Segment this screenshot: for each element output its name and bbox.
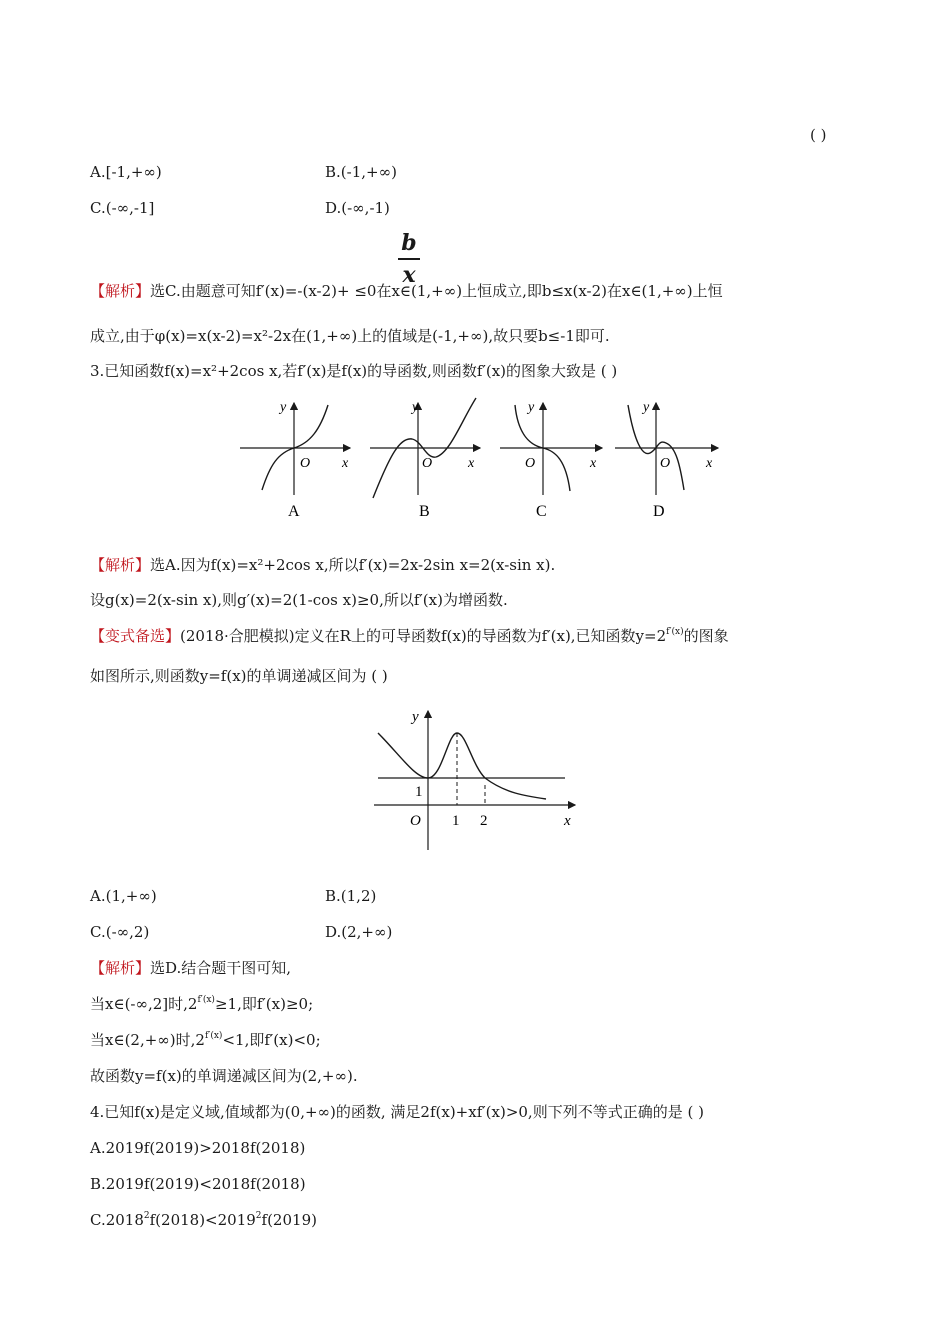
graph-label: A [288, 503, 300, 520]
axis-label-y: y [528, 400, 535, 415]
graph-a [240, 400, 350, 520]
axis-label-y: y [412, 709, 419, 725]
analysis-line: 故函数y=f(x)的单调递减区间为(2,+∞). [90, 1067, 358, 1085]
question-stem: 4.已知f(x)是定义域,值域都为(0,+∞)的函数, 满足2f(x)+xf′(x)>0,则下列不等式正确的是 ( ) [90, 1103, 704, 1121]
answer-paren: ( ) [810, 126, 827, 144]
origin-label: O [410, 813, 421, 829]
analysis-line: 【解析】选D.结合题干图可知, [90, 959, 292, 977]
variant-stem: 【变式备选】(2018·合肥模拟)定义在R上的可导函数f(x)的导函数为f′(x),已知函数$y=2^{f'(x)}$的图象 [90, 627, 729, 645]
analysis-tag: 【解析】 [90, 959, 151, 977]
option-b: B.2019f(2019)<2018f(2018) [90, 1175, 306, 1193]
option-d: D.(2,+∞) [325, 923, 393, 941]
analysis-line: 成立,由于φ(x)=x(x-2)=x²-2x在(1,+∞)上的值域是(-1,+∞),故只要b≤-1即可. [90, 327, 610, 345]
axis-label-y: y [280, 400, 287, 415]
option-a: A.2019f(2019)>2018f(2018) [90, 1139, 306, 1157]
graph-c [500, 400, 602, 520]
axis-label-y: y [643, 400, 650, 415]
tick-label-y-1: 1 [415, 784, 423, 800]
analysis-line: 当x∈(2,+∞)时$,2^{f'(x)}<1$,即f′(x)<0; [90, 1031, 321, 1049]
origin-label: O [422, 456, 433, 471]
graph-label: D [653, 503, 665, 520]
analysis-line: 设g(x)=2(x-sin x),则g′(x)=2(1-cos x)≥0,所以f′(x)为增函数. [90, 591, 508, 609]
graph-label: C [536, 503, 547, 520]
option-d: D.(-∞,-1) [325, 199, 390, 217]
question-stem: 3.已知函数f(x)=x²+2cos x,若f′(x)是f(x)的导函数,则函数f′(x)的图象大致是 ( ) [90, 362, 618, 380]
fraction-denominator: x [402, 262, 416, 288]
option-a: A.[-1,+∞) [90, 163, 162, 181]
analysis-line: 【解析】选C.由题意可知f′(x)=-(x-2)+ ≤0在x∈(1,+∞)上恒成立,即b≤x(x-2)在x∈(1,+∞)上恒 [90, 282, 723, 300]
analysis-tag: 【解析】 [90, 282, 151, 300]
option-a: A.(1,+∞) [90, 887, 157, 905]
variant-tag: 【变式备选】 [90, 627, 181, 645]
axis-label-x: x [564, 813, 571, 829]
origin-label: O [300, 456, 311, 471]
graph-d [615, 400, 718, 520]
axis-label-x: x [706, 456, 713, 471]
graph-label: B [419, 503, 430, 520]
variant-stem: 如图所示,则函数y=f(x)的单调递减区间为 ( ) [90, 667, 388, 685]
analysis-line: 当x∈(-∞,2]时$,2^{f'(x)}\ge 1$,即f′(x)≥0; [90, 995, 314, 1013]
axis-label-x: x [590, 456, 597, 471]
option-b: B.(-1,+∞) [325, 163, 397, 181]
tick-label-x-2: 2 [480, 813, 488, 829]
origin-label: O [660, 456, 671, 471]
option-c: $C.2018^2f(2018)<2019^2f(2019)$ [90, 1211, 317, 1229]
variant-graph [360, 705, 590, 855]
axis-label-x: x [468, 456, 475, 471]
option-graphs [230, 395, 730, 525]
tick-label-x-1: 1 [452, 813, 460, 829]
graph-b [370, 398, 480, 520]
fraction-b-over-x [396, 230, 422, 288]
option-b: B.(1,2) [325, 887, 377, 905]
fraction-numerator: b [401, 230, 417, 256]
option-c: C.(-∞,2) [90, 923, 150, 941]
origin-label: O [525, 456, 536, 471]
axis-label-y: y [412, 400, 419, 415]
option-c: C.(-∞,-1] [90, 199, 155, 217]
analysis-tag: 【解析】 [90, 556, 151, 574]
analysis-line: 【解析】选A.因为f(x)=x²+2cos x,所以f′(x)=2x-2sin x=2(x-sin x). [90, 556, 556, 574]
axis-label-x: x [342, 456, 349, 471]
fraction-bar [398, 258, 420, 260]
